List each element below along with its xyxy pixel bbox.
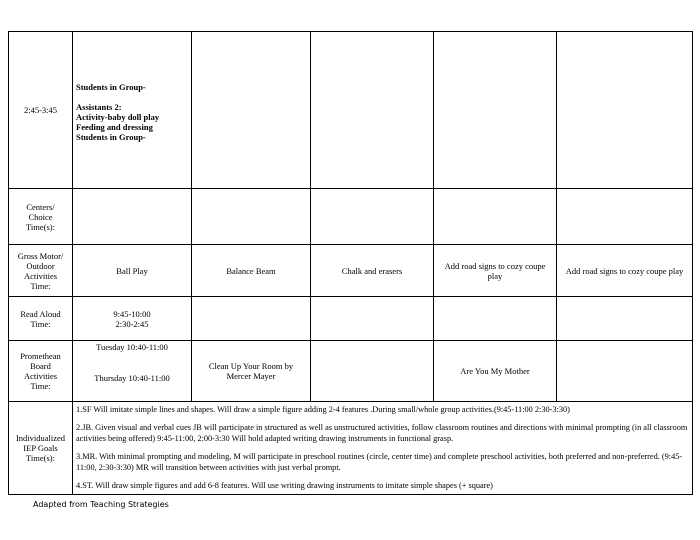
empty-cell bbox=[73, 189, 192, 245]
footer-credit: Adapted from Teaching Strategies bbox=[33, 500, 169, 509]
iep-goals-label: Individualized IEP Goals Time(s): bbox=[9, 402, 73, 495]
row-gross-motor bbox=[9, 245, 693, 297]
time-label: 2:45-3:45 bbox=[9, 32, 73, 189]
promethean-c4: Are You My Mother bbox=[434, 341, 557, 402]
promethean-label: Promethean Board Activities Time: bbox=[9, 341, 73, 402]
group-notes: Students in Group- Assistants 2: Activity-baby doll play Feeding and dressing Students in Group- bbox=[76, 81, 160, 142]
gross-motor-c3: Chalk and erasers bbox=[311, 245, 434, 297]
empty-cell bbox=[557, 341, 693, 402]
row-read-aloud bbox=[9, 297, 693, 341]
empty-cell bbox=[557, 297, 693, 341]
read-aloud-times: 9:45-10:00 2:30-2:45 bbox=[73, 297, 192, 341]
promethean-tuesday: Tuesday 10:40-11:00 bbox=[96, 342, 168, 352]
schedule-table bbox=[8, 31, 693, 495]
iep-goals-cell bbox=[73, 402, 693, 495]
row-promethean bbox=[9, 341, 693, 402]
iep-goal: 3.MR. With minimal prompting and modeling, M will participate in preschool routines (circle, center time) and complete preschool activities, both preferred and non-preferred. (9:45-11:00, 2:30-3:30) MR will transition between activities with just verbal prompt. bbox=[76, 452, 683, 472]
row-centers bbox=[9, 189, 693, 245]
empty-cell bbox=[311, 341, 434, 402]
promethean-c2: Clean Up Your Room by Mercer Mayer bbox=[192, 341, 311, 402]
iep-goal: 2.JB. Given visual and verbal cues JB will participate in structured as well as unstructured activities, follow classroom routines and directions with minimal prompting (in all classroom activities being offered) 9:45-11:00, 2:00-3:30 Will hold adapted writing drawing instruments in functional grasp. bbox=[76, 423, 688, 443]
row-2-45 bbox=[9, 32, 693, 189]
empty-cell bbox=[434, 297, 557, 341]
empty-cell bbox=[557, 189, 693, 245]
empty-cell bbox=[192, 297, 311, 341]
empty-cell bbox=[434, 32, 557, 189]
gross-motor-c4: Add road signs to cozy coupe play bbox=[434, 245, 557, 297]
gross-motor-c2: Balance Beam bbox=[192, 245, 311, 297]
iep-goal: 1.SF Will imitate simple lines and shapes. Will draw a simple figure adding 2-4 features .During small/whole group activities.(9:45-11:00 2:30-3:30) bbox=[76, 404, 570, 414]
empty-cell bbox=[311, 189, 434, 245]
group-notes-cell bbox=[73, 32, 192, 189]
centers-label: Centers/ Choice Time(s): bbox=[9, 189, 73, 245]
empty-cell bbox=[557, 32, 693, 189]
empty-cell bbox=[434, 189, 557, 245]
promethean-thursday: Thursday 10:40-11:00 bbox=[94, 373, 170, 383]
gross-motor-c5: Add road signs to cozy coupe play bbox=[557, 245, 693, 297]
iep-goals-list bbox=[73, 403, 692, 494]
gross-motor-label: Gross Motor/ Outdoor Activities Time: bbox=[9, 245, 73, 297]
empty-cell bbox=[192, 32, 311, 189]
row-iep-goals bbox=[9, 402, 693, 495]
iep-goal: 4.ST. Will draw simple figures and add 6-8 features. Will use writing drawing instruments to imitate simple shapes (+ square) bbox=[76, 481, 493, 490]
empty-cell bbox=[311, 297, 434, 341]
gross-motor-c1: Ball Play bbox=[73, 245, 192, 297]
promethean-times-cell bbox=[73, 341, 192, 402]
empty-cell bbox=[311, 32, 434, 189]
empty-cell bbox=[192, 189, 311, 245]
read-aloud-label: Read Aloud Time: bbox=[9, 297, 73, 341]
